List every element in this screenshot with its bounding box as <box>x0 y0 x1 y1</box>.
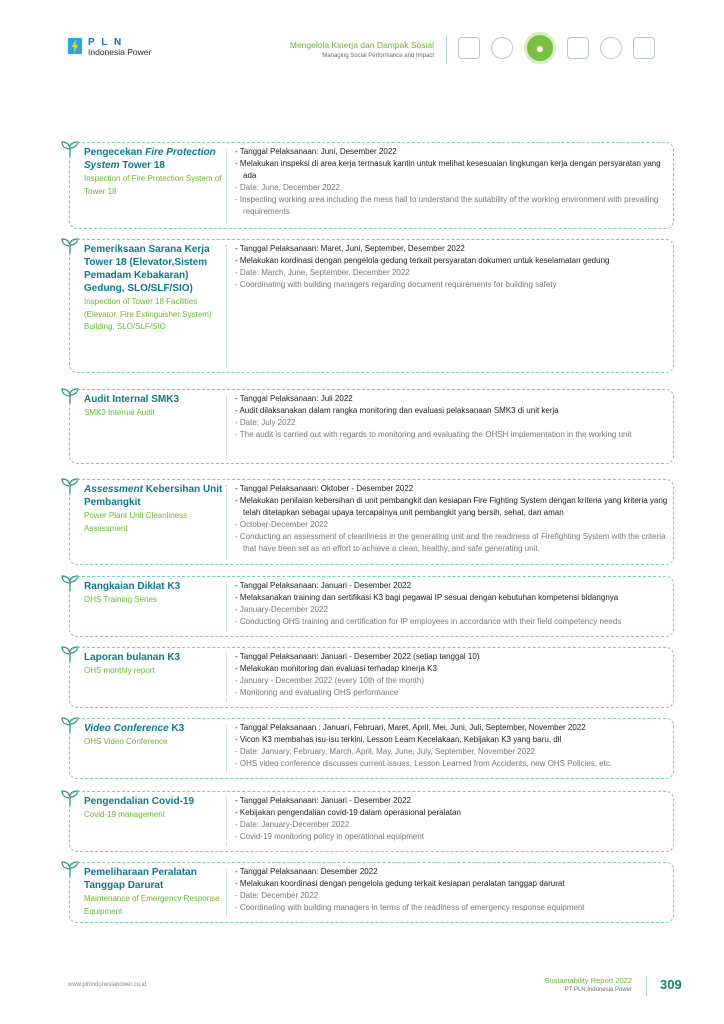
activity-subtitle: Inspection of Tower 18 Facilities (Elevator, Fire Extinguisher System) Building, SLO/SLF/SIO <box>84 297 212 331</box>
detail-line-en: - Date: March, June, September, December 2022 <box>235 268 410 277</box>
detail-line-id: - Tanggal Pelaksanaan: Juni, Desember 2022 <box>235 147 397 156</box>
detail-line-id: - Melakukan kordinasi dengan pengelola gedung terkait persyaratan dokumen untuk keselamatan gedung <box>235 256 610 265</box>
detail-line-id: - Tanggal Pelaksanaan : Januari, Februari, Maret, April, Mei, Juni, Juli, September, November 2022 <box>235 723 586 732</box>
activity-title <box>84 722 224 735</box>
activity-title-part: Assessment <box>84 484 143 495</box>
column-divider <box>226 724 227 773</box>
document-icon[interactable] <box>458 37 480 59</box>
activity-subtitle: OHS Video Conference <box>84 737 168 746</box>
plug-icon[interactable] <box>633 37 655 59</box>
footer-url[interactable]: www.plnindonesiapower.co.id <box>68 982 147 988</box>
detail-line-en: - The audit is carried out with regards to monitoring and evaluating the OHSH implementation in the working unit <box>235 430 632 439</box>
activity-subtitle: OHS monthly report <box>84 666 155 675</box>
hand-heart-icon[interactable] <box>567 37 589 59</box>
activity-subtitle: Maintenance of Emergency Response Equipment <box>84 894 220 916</box>
chapter-nav <box>458 32 666 64</box>
activity-title-part: Video Conference <box>84 723 169 734</box>
people-hands-icon[interactable]: ● <box>524 32 556 64</box>
detail-line-id: - Vicon K3 membahas isu-isu terkini, Lesson Learn Kecelakaan, Kebijakan K3 yang baru, dll <box>235 735 562 744</box>
activity-subtitle: OHS Training Series <box>84 595 157 604</box>
detail-line-en: - Date: January, February, March, April, May, June, July, September, November 2022 <box>235 747 535 756</box>
detail-line-id: - Tanggal Pelaksanaan: Juli 2022 <box>235 394 353 403</box>
detail-line-id: - Tanggal Pelaksanaan: Desember 2022 <box>235 867 378 876</box>
activity-entry <box>60 716 674 779</box>
activity-entry <box>60 237 674 373</box>
column-divider <box>226 148 227 223</box>
detail-line-id: - Tanggal Pelaksanaan: Maret, Juni, September, Desember 2022 <box>235 244 465 253</box>
logo-name: P L N <box>88 37 124 48</box>
detail-line-id: - Melakukan penilaian kebersihan di unit pembangkit dan kesiapan Fire Fighting System dengan kriteria yang kriteria yang telah ditetapkan sebagai upaya tercapainya unit pembangkit yang bersih, sehat, dan aman <box>235 496 668 517</box>
column-divider <box>226 395 227 458</box>
activity-subtitle: Power Plant Unit Cleanliness Assessment <box>84 511 188 533</box>
activity-entry <box>60 574 674 637</box>
detail-line-en: - January - December 2022 (every 10th of the month) <box>235 676 424 685</box>
activity-title: Laporan bulanan K3 <box>84 652 181 663</box>
activity-entry <box>60 477 674 565</box>
activity-entry <box>60 140 674 229</box>
activity-title: Pengendalian Covid-19 <box>84 796 195 807</box>
detail-line-en: - Date: December 2022 <box>235 891 319 900</box>
activity-title: Audit Internal SMK3 <box>84 394 180 405</box>
detail-line-en: - OHS video conference discusses current issues, Lesson Learned from Accidents, new OHS Policies, etc. <box>235 759 613 768</box>
activity-subtitle: Covid-19 management <box>84 810 165 819</box>
activity-entry <box>60 387 674 464</box>
activity-title <box>84 483 224 509</box>
detail-line-en: - January-December 2022 <box>235 605 328 614</box>
detail-line-id: - Tanggal Pelaksanaan: Januari - Desember 2022 <box>235 796 411 805</box>
activity-title-part: Tower 18 <box>119 160 165 171</box>
section-title <box>290 40 434 59</box>
column-divider <box>226 868 227 917</box>
activity-title-part: Pengecekan <box>84 147 146 158</box>
detail-line-id: - Tanggal Pelaksanaan: Januari - Desember 2022 <box>235 581 411 590</box>
activity-title-part: Kebersihan Unit Pembangkit <box>84 484 223 508</box>
header-divider <box>446 36 447 64</box>
detail-line-id: - Tanggal Pelaksanaan: Oktober - Desember 2022 <box>235 484 414 493</box>
activity-title <box>84 146 224 172</box>
detail-line-id: - Melakukan inspeksi di area kerja termasuk kantin untuk melihat kesesuaian lingkungan kerja dengan persyaratan yang ada <box>235 159 661 180</box>
page-number: 309 <box>660 977 682 992</box>
detail-line-id: - Melaksanakan training dan sertifikasi K3 bagi pegawai IP sesuai dengan kebutuhan kompetensi bidangnya <box>235 593 619 602</box>
detail-line-en: - Date: June, December 2022 <box>235 183 340 192</box>
company-name: PT PLN Indonesia Power <box>564 987 632 993</box>
activity-subtitle: SMK3 Internal Audit <box>84 408 155 417</box>
activity-entry <box>60 645 674 708</box>
activity-title: Pemeliharaan Peralatan Tanggap Darurat <box>84 867 197 891</box>
pln-logo <box>68 38 151 57</box>
detail-line-id: - Tanggal Pelaksanaan: Januari - Desember 2022 (setiap tanggal 10) <box>235 652 480 661</box>
activity-subtitle: Inspection of Fire Protection System of Tower 18 <box>84 174 222 196</box>
column-divider <box>226 245 227 367</box>
detail-line-id: - Melakukan monitoring dan evaluasi terhadap kinerja K3 <box>235 664 437 673</box>
footer-divider <box>646 976 647 996</box>
report-title: Sustainability Report 2022 <box>544 976 632 985</box>
activity-title: Pemeriksaan Sarana Kerja Tower 18 (Elevator,Sistem Pemadam Kebakaran) Gedung, SLO/SLF/SIO) <box>84 244 210 294</box>
footer-report <box>544 976 632 993</box>
tree-icon[interactable] <box>600 37 622 59</box>
detail-line-en: - Inspecting working area including the mess hall to understand the suitability of the working environment with prevailing requirements <box>235 195 659 216</box>
activity-entry <box>60 789 674 852</box>
detail-line-en: - Covid-19 monitoring policy in operational equipment <box>235 832 424 841</box>
activity-title-part: K3 <box>168 723 185 734</box>
lightning-logo-icon <box>68 38 84 56</box>
detail-line-en: - Coordinating with building managers in terms of the readiness of emergency response equipment <box>235 903 585 912</box>
detail-line-en: - Date: January-December 2022 <box>235 820 350 829</box>
detail-line-en: - Date: July 2022 <box>235 418 296 427</box>
column-divider <box>226 797 227 846</box>
detail-line-id: - Melakukan koordinasi dengan pengelola gedung terkait kesiapan peralatan tanggap darurat <box>235 879 565 888</box>
detail-line-en: - October-December 2022 <box>235 520 328 529</box>
activity-title: Rangkaian Diklat K3 <box>84 581 181 592</box>
detail-line-en: - Coordinating with building managers regarding document requirements for building safety <box>235 280 557 289</box>
detail-line-en: - Conducting an assessment of cleanliness in the generating unit and the readiness of Firefighting System with the criteria that have been set as an effort to achieve a clean, healthy, and safe generating unit. <box>235 532 666 553</box>
logo-subtitle: Indonesia Power <box>88 47 152 57</box>
column-divider <box>226 485 227 559</box>
activity-title-part: Fire Protection System <box>84 147 216 171</box>
detail-line-en: - Conducting OHS training and certification for IP employees in accordance with their field competency needs <box>235 617 622 626</box>
detail-line-en: - Monitoring and evaluating OHS performance <box>235 688 399 697</box>
column-divider <box>226 653 227 702</box>
gear-icon[interactable] <box>491 37 513 59</box>
activity-entry <box>60 860 674 923</box>
detail-line-id: - Audit dilaksanakan dalam rangka monitoring dan evaluasi pelaksanaan SMK3 di unit kerja <box>235 406 559 415</box>
detail-line-id: - Kebijakan pengendalian covid-19 dalam operasional peralatan <box>235 808 461 817</box>
section-title-id: Mengelola Kinerja dan Dampak Sosial <box>289 40 434 50</box>
section-title-en: Managing Social Performance and Impact <box>322 53 434 59</box>
column-divider <box>226 582 227 631</box>
